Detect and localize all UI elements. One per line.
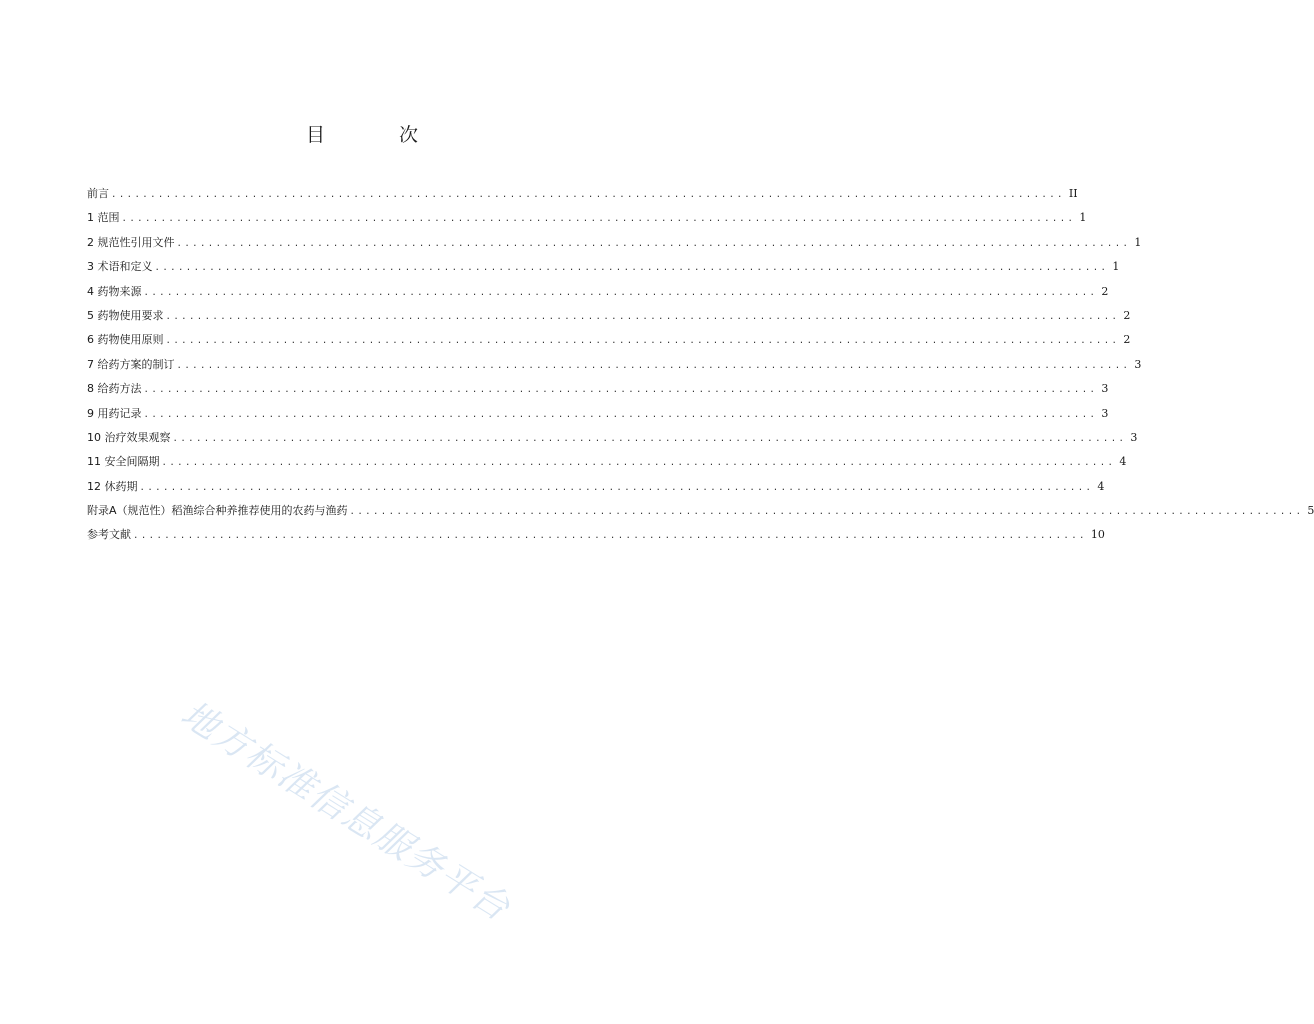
watermark: 地方标准信息服务平台 — [173, 693, 518, 930]
toc-entry-page: 5 — [1307, 504, 1314, 518]
toc-leader-dots: .......................................................................................................................... — [349, 507, 1304, 518]
toc-entry-label: 7 给药方案的制订 — [87, 357, 175, 371]
toc-entry-treatment-observation[interactable] — [87, 428, 1138, 452]
toc-entry-dosing-plan[interactable] — [87, 355, 1142, 379]
toc-entry-label: 前言 — [87, 187, 109, 200]
toc-entry-page: 2 — [1123, 308, 1131, 322]
toc-entry-label: 4 药物来源 — [87, 284, 142, 298]
toc-leader-dots: .......................................................................................................................... — [154, 263, 1109, 274]
toc-leader-dots: .......................................................................................................................... — [143, 287, 1098, 298]
toc-entry-page: 1 — [1134, 235, 1142, 249]
toc-entry-page: 4 — [1097, 479, 1105, 493]
toc-entry-medication-records[interactable] — [87, 404, 1109, 428]
toc-entry-dosing-method[interactable] — [87, 379, 1109, 403]
toc-leader-dots: .......................................................................................................................... — [111, 190, 1065, 200]
toc-entry-label: 11 安全间隔期 — [87, 455, 160, 469]
toc-entry-preface[interactable] — [87, 184, 1078, 208]
toc-entry-label: 2 规范性引用文件 — [87, 235, 175, 249]
toc-entry-label: 8 给药方法 — [87, 382, 142, 396]
toc-entry-normative-references[interactable] — [87, 233, 1142, 257]
toc-leader-dots: .......................................................................................................................... — [161, 458, 1116, 469]
toc-entry-bibliography[interactable] — [87, 525, 1105, 549]
page-title: 目 次 — [305, 124, 453, 146]
toc-entry-appendix-a[interactable] — [87, 501, 1314, 525]
toc-leader-dots: .......................................................................................................................... — [165, 311, 1120, 322]
toc-entry-label: 5 药物使用要求 — [87, 308, 164, 322]
toc-entry-terms-definitions[interactable] — [87, 257, 1120, 281]
table-of-contents — [87, 184, 1314, 550]
toc-entry-page: 10 — [1090, 528, 1105, 542]
toc-entry-label: 3 术语和定义 — [87, 260, 153, 274]
toc-entry-scope[interactable] — [87, 208, 1087, 232]
toc-entry-page: 2 — [1101, 284, 1109, 298]
toc-leader-dots: .......................................................................................................................... — [165, 336, 1120, 347]
toc-entry-label: 附录A（规范性）稻渔综合种养推荐使用的农药与渔药 — [87, 504, 348, 518]
toc-entry-page: 4 — [1119, 455, 1127, 469]
toc-entry-page: 3 — [1101, 382, 1109, 396]
toc-entry-label: 10 治疗效果观察 — [87, 430, 171, 444]
toc-leader-dots: .......................................................................................................................... — [176, 238, 1131, 249]
toc-entry-page: 1 — [1079, 211, 1087, 225]
toc-leader-dots: .......................................................................................................................... — [139, 482, 1094, 493]
toc-leader-dots: .......................................................................................................................... — [121, 214, 1076, 225]
toc-entry-page: 3 — [1134, 357, 1142, 371]
toc-entry-label: 9 用药记录 — [87, 406, 142, 420]
toc-leader-dots: .......................................................................................................................... — [133, 531, 1087, 542]
toc-entry-label: 12 休药期 — [87, 479, 138, 493]
toc-entry-drug-use-requirements[interactable] — [87, 306, 1131, 330]
toc-entry-drug-source[interactable] — [87, 282, 1109, 306]
toc-entry-label: 6 药物使用原则 — [87, 333, 164, 347]
toc-entry-label: 参考文献 — [87, 528, 131, 542]
toc-leader-dots: .......................................................................................................................... — [143, 409, 1098, 420]
toc-entry-safety-interval[interactable] — [87, 452, 1127, 476]
toc-entry-page: 3 — [1130, 430, 1138, 444]
toc-entry-drug-use-principles[interactable] — [87, 330, 1131, 354]
toc-entry-page: II — [1068, 187, 1078, 200]
toc-entry-withdrawal-period[interactable] — [87, 477, 1105, 501]
toc-entry-page: 3 — [1101, 406, 1109, 420]
toc-entry-page: 2 — [1123, 333, 1131, 347]
toc-leader-dots: .......................................................................................................................... — [172, 433, 1127, 444]
toc-leader-dots: .......................................................................................................................... — [143, 385, 1098, 396]
toc-leader-dots: .......................................................................................................................... — [176, 360, 1131, 371]
toc-entry-label: 1 范围 — [87, 211, 120, 225]
toc-entry-page: 1 — [1112, 260, 1120, 274]
